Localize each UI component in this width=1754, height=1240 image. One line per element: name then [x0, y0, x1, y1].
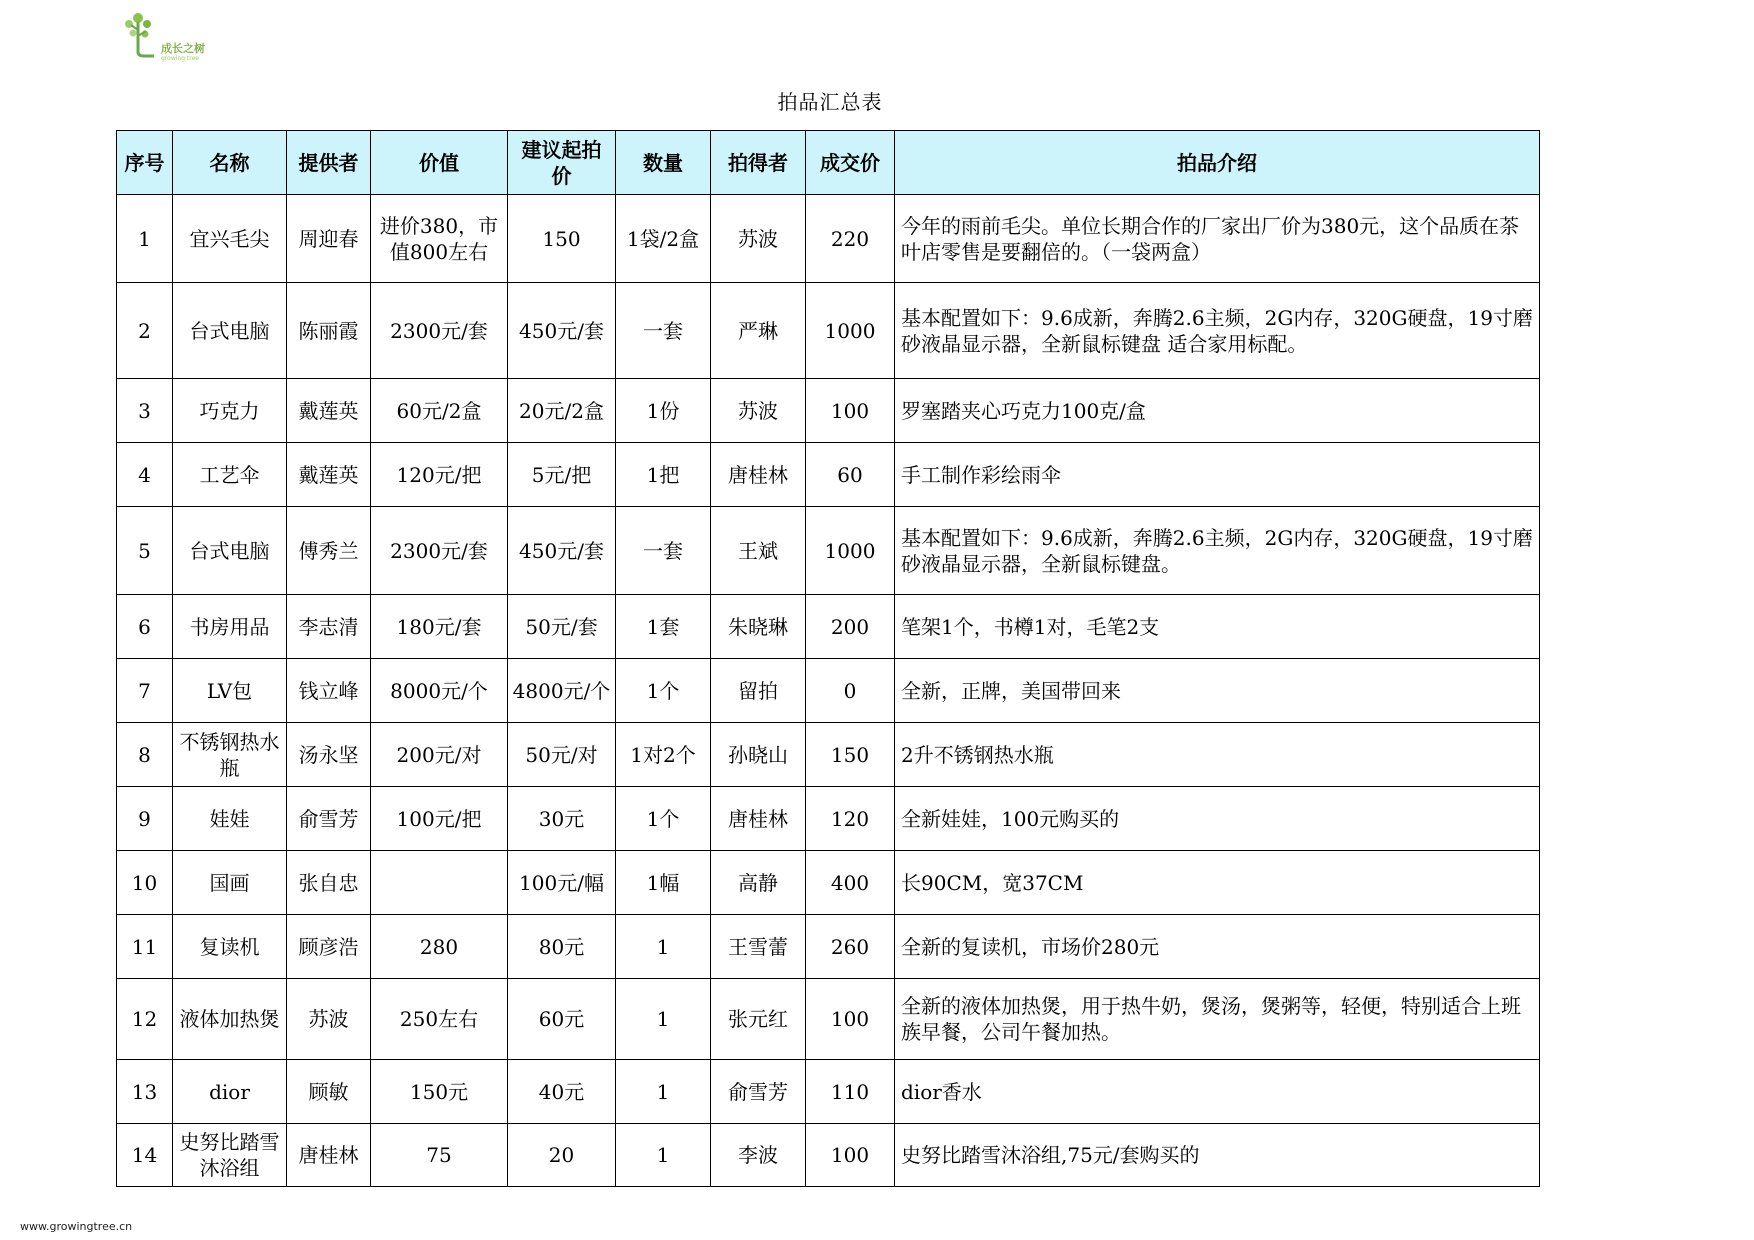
cell-winner: 唐桂林 [711, 787, 806, 851]
cell-winner: 俞雪芳 [711, 1060, 806, 1124]
cell-final-price: 400 [806, 851, 895, 915]
cell-final-price: 60 [806, 443, 895, 507]
column-header-name: 名称 [173, 131, 287, 195]
cell-name: 复读机 [173, 915, 287, 979]
cell-final-price: 1000 [806, 507, 895, 595]
cell-name: 液体加热煲 [173, 979, 287, 1060]
cell-name: 宜兴毛尖 [173, 195, 287, 283]
table-row [117, 283, 1540, 379]
cell-name: 书房用品 [173, 595, 287, 659]
cell-index: 12 [117, 979, 173, 1060]
cell-provider: 李志清 [287, 595, 371, 659]
cell-quantity: 1 [616, 1060, 711, 1124]
cell-index: 7 [117, 659, 173, 723]
cell-quantity: 1 [616, 979, 711, 1060]
cell-value: 280 [371, 915, 508, 979]
column-header-value: 价值 [371, 131, 508, 195]
cell-provider: 周迎春 [287, 195, 371, 283]
cell-start-price: 100元/幅 [508, 851, 616, 915]
cell-start-price: 50元/对 [508, 723, 616, 787]
cell-winner: 朱晓琳 [711, 595, 806, 659]
cell-value: 150元 [371, 1060, 508, 1124]
cell-description: 手工制作彩绘雨伞 [895, 443, 1540, 507]
cell-winner: 苏波 [711, 379, 806, 443]
cell-description: 全新娃娃，100元购买的 [895, 787, 1540, 851]
cell-description: 全新，正牌，美国带回来 [895, 659, 1540, 723]
cell-provider: 傅秀兰 [287, 507, 371, 595]
cell-value [371, 851, 508, 915]
cell-final-price: 120 [806, 787, 895, 851]
cell-final-price: 110 [806, 1060, 895, 1124]
cell-provider: 唐桂林 [287, 1124, 371, 1187]
table-row [117, 595, 1540, 659]
cell-index: 2 [117, 283, 173, 379]
cell-value: 2300元/套 [371, 283, 508, 379]
cell-start-price: 30元 [508, 787, 616, 851]
cell-provider: 戴莲英 [287, 379, 371, 443]
cell-provider: 苏波 [287, 979, 371, 1060]
cell-final-price: 100 [806, 1124, 895, 1187]
cell-winner: 张元红 [711, 979, 806, 1060]
cell-provider: 钱立峰 [287, 659, 371, 723]
cell-start-price: 4800元/个 [508, 659, 616, 723]
cell-name: 台式电脑 [173, 507, 287, 595]
table-row [117, 507, 1540, 595]
cell-name: LV包 [173, 659, 287, 723]
cell-value: 120元/把 [371, 443, 508, 507]
table-row [117, 723, 1540, 787]
cell-start-price: 5元/把 [508, 443, 616, 507]
cell-start-price: 150 [508, 195, 616, 283]
column-header-start-price: 建议起拍价 [508, 131, 616, 195]
cell-final-price: 200 [806, 595, 895, 659]
cell-final-price: 220 [806, 195, 895, 283]
cell-index: 4 [117, 443, 173, 507]
cell-index: 13 [117, 1060, 173, 1124]
cell-index: 1 [117, 195, 173, 283]
cell-winner: 苏波 [711, 195, 806, 283]
cell-quantity: 1袋/2盒 [616, 195, 711, 283]
cell-start-price: 80元 [508, 915, 616, 979]
column-header-winner: 拍得者 [711, 131, 806, 195]
cell-description: 罗塞踏夹心巧克力100克/盒 [895, 379, 1540, 443]
cell-provider: 俞雪芳 [287, 787, 371, 851]
cell-description: 长90CM，宽37CM [895, 851, 1540, 915]
logo-text: 成长之树 [161, 42, 205, 55]
cell-value: 8000元/个 [371, 659, 508, 723]
table-header-row [117, 131, 1540, 195]
cell-final-price: 0 [806, 659, 895, 723]
cell-index: 14 [117, 1124, 173, 1187]
cell-provider: 顾彦浩 [287, 915, 371, 979]
cell-final-price: 150 [806, 723, 895, 787]
cell-quantity: 1 [616, 1124, 711, 1187]
column-header-final-price: 成交价 [806, 131, 895, 195]
table-row [117, 979, 1540, 1060]
table-row [117, 915, 1540, 979]
cell-name: 国画 [173, 851, 287, 915]
cell-value: 75 [371, 1124, 508, 1187]
cell-quantity: 1把 [616, 443, 711, 507]
cell-index: 6 [117, 595, 173, 659]
cell-description: 基本配置如下：9.6成新，奔腾2.6主频，2G内存，320G硬盘，19寸磨砂液晶显示器，全新鼠标键盘 适合家用标配。 [895, 283, 1540, 379]
cell-quantity: 1对2个 [616, 723, 711, 787]
cell-value: 进价380，市值800左右 [371, 195, 508, 283]
cell-start-price: 60元 [508, 979, 616, 1060]
table-row [117, 195, 1540, 283]
cell-description: 史努比踏雪沐浴组,75元/套购买的 [895, 1124, 1540, 1187]
cell-winner: 唐桂林 [711, 443, 806, 507]
cell-description: 基本配置如下：9.6成新，奔腾2.6主频，2G内存，320G硬盘，19寸磨砂液晶显示器，全新鼠标键盘。 [895, 507, 1540, 595]
cell-quantity: 一套 [616, 507, 711, 595]
cell-quantity: 1个 [616, 659, 711, 723]
cell-index: 5 [117, 507, 173, 595]
cell-provider: 戴莲英 [287, 443, 371, 507]
cell-quantity: 1个 [616, 787, 711, 851]
cell-description: dior香水 [895, 1060, 1540, 1124]
cell-value: 100元/把 [371, 787, 508, 851]
cell-quantity: 1份 [616, 379, 711, 443]
cell-description: 全新的复读机，市场价280元 [895, 915, 1540, 979]
cell-winner: 孙晓山 [711, 723, 806, 787]
column-header-description: 拍品介绍 [895, 131, 1540, 195]
cell-final-price: 1000 [806, 283, 895, 379]
table-row [117, 379, 1540, 443]
cell-name: 娃娃 [173, 787, 287, 851]
cell-start-price: 20 [508, 1124, 616, 1187]
table-row [117, 1124, 1540, 1187]
cell-name: 工艺伞 [173, 443, 287, 507]
tree-logo-icon [120, 12, 160, 58]
cell-name: dior [173, 1060, 287, 1124]
cell-winner: 王斌 [711, 507, 806, 595]
logo [120, 12, 240, 68]
cell-value: 180元/套 [371, 595, 508, 659]
cell-name: 史努比踏雪沐浴组 [173, 1124, 287, 1187]
cell-quantity: 一套 [616, 283, 711, 379]
cell-provider: 张自忠 [287, 851, 371, 915]
cell-provider: 汤永坚 [287, 723, 371, 787]
table-row [117, 851, 1540, 915]
table-row [117, 443, 1540, 507]
column-header-index: 序号 [117, 131, 173, 195]
cell-provider: 顾敏 [287, 1060, 371, 1124]
cell-final-price: 100 [806, 979, 895, 1060]
cell-winner: 留拍 [711, 659, 806, 723]
cell-index: 8 [117, 723, 173, 787]
cell-provider: 陈丽霞 [287, 283, 371, 379]
table-row [117, 787, 1540, 851]
cell-index: 3 [117, 379, 173, 443]
cell-winner: 高静 [711, 851, 806, 915]
cell-name: 不锈钢热水瓶 [173, 723, 287, 787]
column-header-provider: 提供者 [287, 131, 371, 195]
cell-index: 10 [117, 851, 173, 915]
cell-quantity: 1 [616, 915, 711, 979]
cell-description: 今年的雨前毛尖。单位长期合作的厂家出厂价为380元，这个品质在茶叶店零售是要翻倍的。（一袋两盒） [895, 195, 1540, 283]
cell-value: 60元/2盒 [371, 379, 508, 443]
table-row [117, 1060, 1540, 1124]
logo-subtext: growing tree [161, 55, 199, 62]
cell-start-price: 40元 [508, 1060, 616, 1124]
cell-final-price: 260 [806, 915, 895, 979]
footer-url: www.growingtree.cn [20, 1220, 133, 1233]
table-row [117, 659, 1540, 723]
cell-description: 全新的液体加热煲，用于热牛奶，煲汤，煲粥等，轻便，特别适合上班族早餐，公司午餐加热。 [895, 979, 1540, 1060]
cell-name: 台式电脑 [173, 283, 287, 379]
cell-description: 2升不锈钢热水瓶 [895, 723, 1540, 787]
cell-value: 250左右 [371, 979, 508, 1060]
cell-start-price: 450元/套 [508, 507, 616, 595]
cell-name: 巧克力 [173, 379, 287, 443]
cell-winner: 严琳 [711, 283, 806, 379]
cell-quantity: 1幅 [616, 851, 711, 915]
page-title: 拍品汇总表 [777, 90, 883, 114]
cell-start-price: 450元/套 [508, 283, 616, 379]
cell-value: 2300元/套 [371, 507, 508, 595]
column-header-quantity: 数量 [616, 131, 711, 195]
cell-quantity: 1套 [616, 595, 711, 659]
cell-value: 200元/对 [371, 723, 508, 787]
cell-description: 笔架1个，书樽1对，毛笔2支 [895, 595, 1540, 659]
cell-winner: 李波 [711, 1124, 806, 1187]
cell-final-price: 100 [806, 379, 895, 443]
cell-start-price: 20元/2盒 [508, 379, 616, 443]
cell-winner: 王雪蕾 [711, 915, 806, 979]
auction-summary-table [116, 130, 1540, 1187]
cell-index: 9 [117, 787, 173, 851]
cell-index: 11 [117, 915, 173, 979]
cell-start-price: 50元/套 [508, 595, 616, 659]
